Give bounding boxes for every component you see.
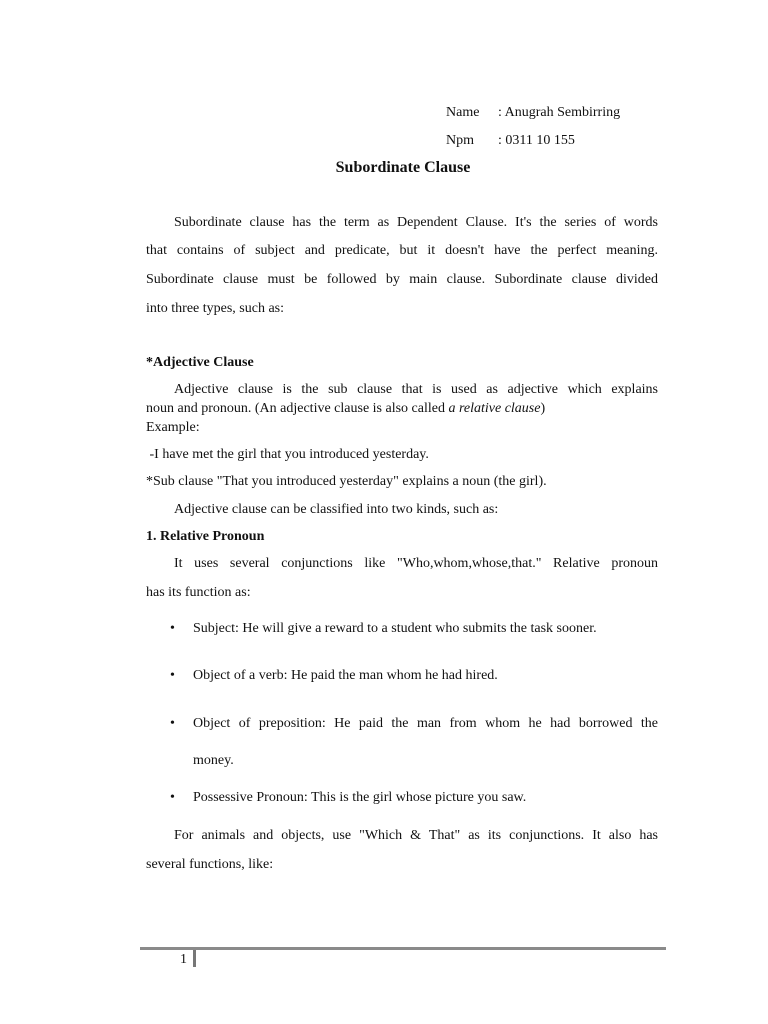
relative-pronoun-line-2: has its function as: bbox=[146, 585, 251, 600]
adjective-clause-heading: *Adjective Clause bbox=[146, 355, 254, 370]
npm-label: Npm bbox=[446, 133, 474, 148]
bullet-marker: • bbox=[170, 621, 175, 636]
npm-value: : 0311 10 155 bbox=[498, 133, 575, 148]
adjective-line-1: Adjective clause is the sub clause that is used as adjective which explains bbox=[174, 382, 658, 397]
closing-line-1: For animals and objects, use "Which & That" as its conjunctions. It also has bbox=[174, 828, 658, 843]
intro-line-3: Subordinate clause must be followed by main clause. Subordinate clause divided bbox=[146, 272, 658, 287]
example-label: Example: bbox=[146, 420, 200, 435]
bullet-object-of-preposition: Object of preposition: He paid the man from whom he had borrowed the bbox=[193, 716, 658, 731]
footer-rule bbox=[140, 947, 666, 950]
intro-line-2: that contains of subject and predicate, but it doesn't have the perfect meaning. bbox=[146, 243, 658, 258]
intro-line-1: Subordinate clause has the term as Dependent Clause. It's the series of words bbox=[174, 215, 658, 230]
page-number: 1 bbox=[180, 952, 187, 967]
adjective-line-2 bbox=[146, 401, 658, 417]
adjective-line-2-b: ) bbox=[540, 401, 546, 416]
sub-clause-note: *Sub clause "That you introduced yesterday" explains a noun (the girl). bbox=[146, 474, 547, 489]
relative-pronoun-heading: 1. Relative Pronoun bbox=[146, 529, 265, 544]
bullet-marker: • bbox=[170, 668, 175, 683]
intro-line-4: into three types, such as: bbox=[146, 301, 285, 316]
name-value: : Anugrah Sembirring bbox=[498, 105, 621, 120]
classification-line: Adjective clause can be classified into two kinds, such as: bbox=[174, 502, 499, 517]
relative-pronoun-line-1: It uses several conjunctions like "Who,whom,whose,that." Relative pronoun bbox=[174, 556, 658, 571]
page-number-separator bbox=[193, 950, 196, 967]
document-title: Subordinate Clause bbox=[335, 159, 471, 176]
bullet-marker: • bbox=[170, 716, 175, 731]
relative-clause-italic: a relative clause bbox=[448, 401, 541, 416]
closing-line-2: several functions, like: bbox=[146, 857, 274, 872]
adjective-line-2-a: noun and pronoun. (An adjective clause is also called bbox=[146, 401, 449, 416]
bullet-object-of-preposition-continued: money. bbox=[193, 753, 234, 768]
bullet-subject: Subject: He will give a reward to a student who submits the task sooner. bbox=[193, 621, 597, 636]
example-sentence: -I have met the girl that you introduced yesterday. bbox=[146, 447, 429, 462]
name-label: Name bbox=[446, 105, 480, 120]
bullet-marker: • bbox=[170, 790, 175, 805]
bullet-object-of-verb: Object of a verb: He paid the man whom he had hired. bbox=[193, 668, 498, 683]
bullet-possessive-pronoun: Possessive Pronoun: This is the girl whose picture you saw. bbox=[193, 790, 527, 805]
